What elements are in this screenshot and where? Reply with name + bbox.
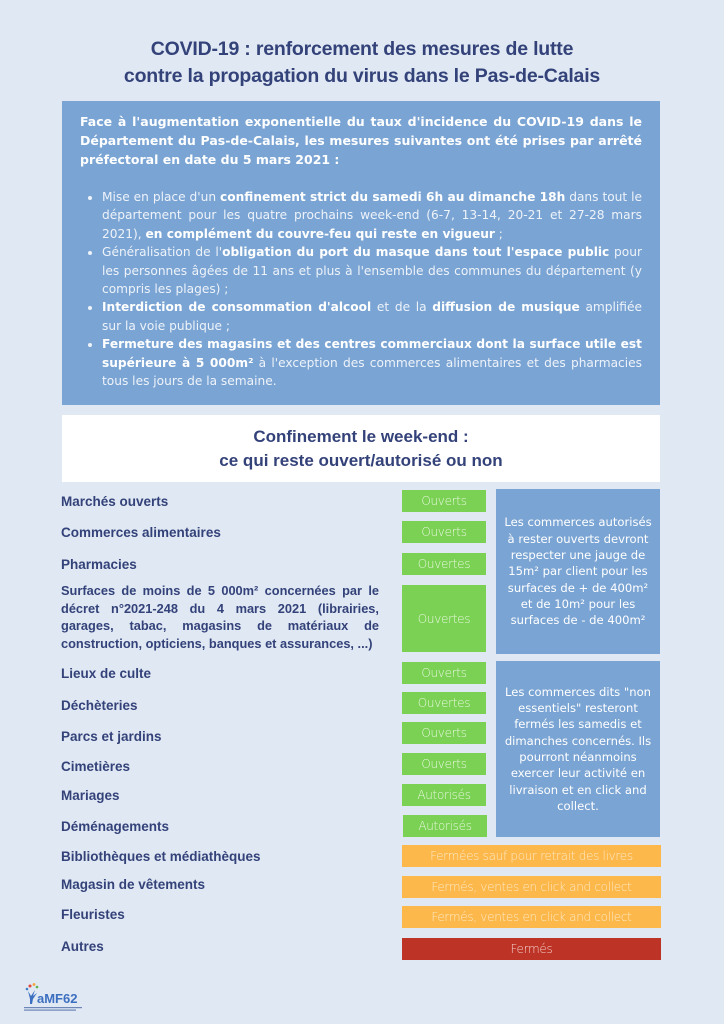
measure-item: • Interdiction de consommation d'alcool et de la diffusion de musique amplifiée sur la voie publique ;: [102, 298, 642, 335]
row-label: Magasin de vêtements: [61, 877, 206, 892]
page-title: [0, 36, 724, 90]
row-label: Parcs et jardins: [61, 729, 162, 744]
amf62-logo: [22, 982, 112, 1012]
row-label: Autres: [61, 939, 104, 954]
status-badge-partial: Fermés, ventes en click and collect: [402, 876, 661, 898]
note-capacity: Les commerces autorisés à rester ouverts devront respecter une jauge de 15m² par client pour les surfaces de + de 400m² et de 10m² pour les surfaces de - de 400m²: [496, 489, 660, 654]
measure-item: • Mise en place d'un confinement strict du samedi 6h au dimanche 18h dans tout le département pour les quatre prochains week-end (6-7, 13-14, 20-21 et 27-28 mars 2021), en complément du couvre-feu qui reste en vigueur ;: [102, 188, 642, 243]
note-non-essential: Les commerces dits "non essentiels" resteront fermés les samedis et dimanches concernés. Ils pourront néanmoins exercer leur activité en livraison et en click and collect.: [496, 661, 660, 837]
status-badge-open: Ouvertes: [402, 553, 486, 575]
status-badge-partial: Fermées sauf pour retrait des livres: [402, 845, 661, 867]
row-label: Lieux de culte: [61, 666, 152, 681]
row-label: Commerces alimentaires: [61, 525, 221, 540]
row-label: Déménagements: [61, 819, 170, 834]
svg-text:aMF62: aMF62: [37, 991, 78, 1006]
intro-panel: [62, 101, 660, 405]
weekend-heading-line-2: ce qui reste ouvert/autorisé ou non: [219, 451, 503, 470]
status-badge-open: Ouverts: [402, 521, 486, 543]
measure-item: • Fermeture des magasins et des centres commerciaux dont la surface utile est supérieure à 5 000m² à l'exception des commerces alimentaires et des pharmacies tous les jours de la semaine.: [102, 335, 642, 390]
status-badge-partial: Fermés, ventes en click and collect: [402, 906, 661, 928]
status-badge-open: Ouverts: [402, 753, 486, 775]
row-label: Marchés ouverts: [61, 494, 169, 509]
row-label: Déchèteries: [61, 698, 138, 713]
status-badge-closed: Fermés: [402, 938, 661, 960]
status-badge-open: Ouverts: [402, 722, 486, 744]
title-line-2: contre la propagation du virus dans le Pas-de-Calais: [123, 65, 601, 87]
measures-list: [80, 188, 642, 390]
measure-item: • Généralisation de l'obligation du port du masque dans tout l'espace public pour les personnes âgées de 11 ans et plus à l'ensemble des communes du département (y compris les plages) ;: [102, 243, 642, 298]
row-label: Bibliothèques et médiathèques: [61, 849, 261, 864]
row-label: Cimetières: [61, 759, 131, 774]
row-label: Pharmacies: [61, 557, 137, 572]
status-badge-open: Autorisés: [402, 784, 486, 806]
status-badge-open: Ouverts: [402, 662, 486, 684]
row-label: Mariages: [61, 788, 120, 803]
status-badge-open: Ouverts: [402, 490, 486, 512]
status-badge-open: Ouvertes: [402, 585, 486, 652]
weekend-heading-line-1: Confinement le week-end :: [253, 427, 469, 446]
status-badge-open: Ouvertes: [402, 692, 486, 714]
row-label: Surfaces de moins de 5 000m² concernées par le décret n°2021-248 du 4 mars 2021 (librairies, garages, tabac, magasins de matériaux de construction, opticiens, banques et assurances, ...): [61, 583, 379, 651]
status-badge-open: Autorisés: [403, 815, 487, 837]
weekend-heading: [62, 415, 660, 482]
title-line-1: COVID-19 : renforcement des mesures de lutte: [150, 38, 574, 60]
row-label: Fleuristes: [61, 907, 125, 922]
intro-lead: Face à l'augmentation exponentielle du taux d'incidence du COVID-19 dans le Département du Pas-de-Calais, les mesures suivantes ont été prises par arrêté préfectoral en date du 5 mars 2021 :: [80, 114, 642, 167]
